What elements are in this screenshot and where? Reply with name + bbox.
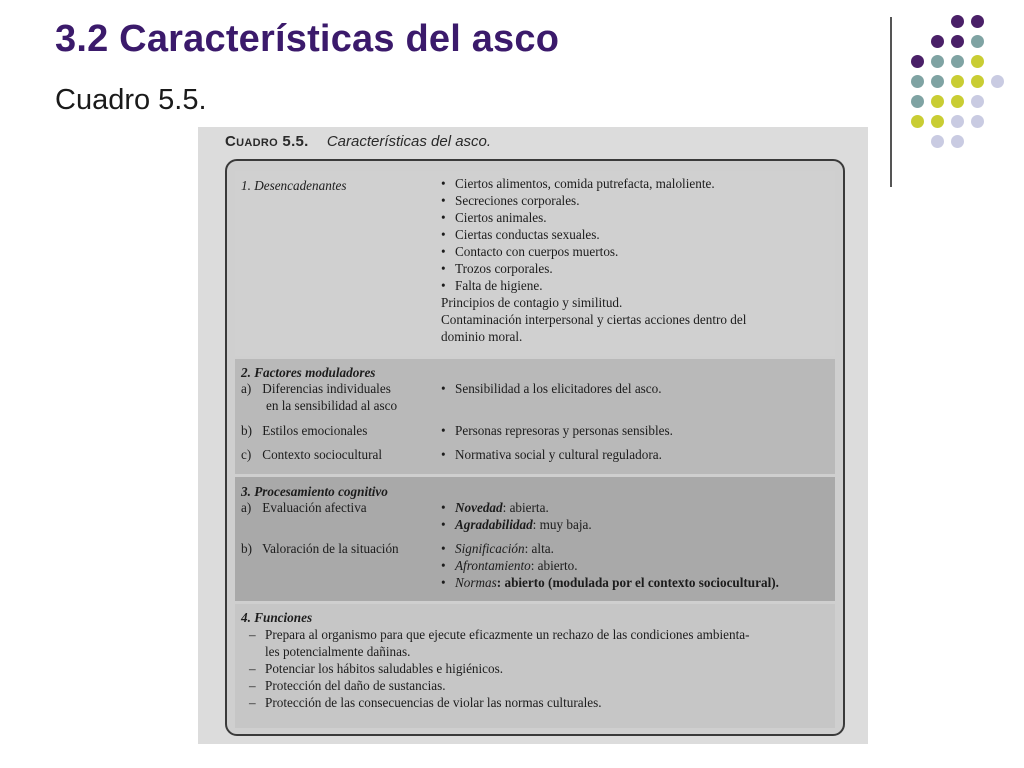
- section-heading: 1. Desencadenantes: [241, 178, 347, 193]
- list-item-cont: les potencialmente dañinas.: [265, 644, 411, 659]
- process-a-label: [241, 499, 367, 516]
- factor-label: Estilos emocionales: [262, 423, 368, 438]
- list-item: • Afrontamiento: abierto.: [441, 557, 779, 574]
- decorative-dot: [951, 55, 964, 68]
- appraisal-list: [441, 499, 592, 533]
- list-item: • Personas represoras y personas sensibles.: [441, 422, 673, 439]
- factor-label: Contexto sociocultural: [262, 447, 383, 462]
- decorative-dot: [911, 115, 924, 128]
- text-line: Contaminación interpersonal y ciertas acciones dentro del: [441, 312, 747, 327]
- decorative-dot: [951, 15, 964, 28]
- scanned-table-image: [198, 127, 868, 744]
- list-item: • Contacto con cuerpos muertos.: [441, 243, 746, 260]
- caption-number: Cuadro 5.5.: [225, 133, 309, 150]
- decorative-dot: [931, 75, 944, 88]
- decorative-dot: [951, 115, 964, 128]
- list-item: – Protección del daño de sustancias.: [249, 677, 750, 694]
- decorative-dot: [971, 55, 984, 68]
- caption-title: Características del asco.: [326, 133, 492, 150]
- decorative-dot: [931, 55, 944, 68]
- list-item: • Significación: alta.: [441, 540, 779, 557]
- slide-title: 3.2 Características del asco: [55, 18, 560, 60]
- list-item: – Prepara al organismo para que ejecute eficazmente un rechazo de las condiciones ambienta-: [249, 626, 750, 643]
- table-frame: [225, 159, 845, 736]
- list-item: – Protección de las consecuencias de violar las normas culturales.: [249, 694, 750, 711]
- text-line: dominio moral.: [441, 329, 523, 344]
- process-b-label: [241, 540, 399, 557]
- list-item: • Novedad: abierta.: [441, 499, 592, 516]
- list-item: • Ciertos animales.: [441, 209, 746, 226]
- section-funciones: [235, 604, 835, 728]
- decorative-dot: [971, 15, 984, 28]
- decorative-dot: [951, 135, 964, 148]
- decorative-dot-grid: [911, 15, 1021, 175]
- table-caption: [225, 133, 491, 150]
- factor-b-label: [241, 422, 367, 439]
- section-heading: 4. Funciones: [241, 610, 313, 625]
- text-line: Principios de contagio y similitud.: [441, 295, 623, 310]
- decorative-dot: [931, 35, 944, 48]
- factor-c-label: [241, 446, 382, 463]
- factor-a-label: [241, 380, 397, 414]
- decorative-dot: [971, 95, 984, 108]
- section-procesamiento-cognitivo: [235, 477, 835, 601]
- process-label: Valoración de la situación: [262, 541, 399, 556]
- item-index: b): [241, 541, 252, 556]
- decorative-dot: [931, 115, 944, 128]
- decorative-dot: [911, 95, 924, 108]
- decorative-dot: [951, 35, 964, 48]
- situation-list: [441, 540, 779, 591]
- decorative-dot: [931, 135, 944, 148]
- functions-list: [249, 626, 750, 711]
- decorative-dot: [971, 35, 984, 48]
- decorative-dot: [911, 75, 924, 88]
- decorative-dot: [991, 75, 1004, 88]
- factor-label-cont: en la sensibilidad al asco: [266, 398, 398, 413]
- decorative-dot: [951, 95, 964, 108]
- slide-subtitle: Cuadro 5.5.: [55, 84, 207, 116]
- list-item: • Normas: abierto (modulada por el contexto sociocultural).: [441, 574, 779, 591]
- item-index: c): [241, 447, 252, 462]
- accent-divider: [890, 17, 892, 187]
- list-item: • Normativa social y cultural reguladora.: [441, 446, 662, 463]
- section-heading: 3. Procesamiento cognitivo: [241, 484, 388, 499]
- section-desencadenantes: [235, 171, 835, 356]
- decorative-dot: [971, 75, 984, 88]
- section-factores-moduladores: [235, 359, 835, 474]
- triggers-list: [441, 175, 746, 345]
- list-item: • Trozos corporales.: [441, 260, 746, 277]
- list-item: • Sensibilidad a los elicitadores del asco.: [441, 380, 662, 397]
- decorative-dot: [951, 75, 964, 88]
- decorative-dot: [971, 115, 984, 128]
- list-item: • Falta de higiene.: [441, 277, 746, 294]
- process-label: Evaluación afectiva: [262, 500, 367, 515]
- item-index: b): [241, 423, 252, 438]
- item-index: a): [241, 381, 252, 396]
- list-item: • Ciertas conductas sexuales.: [441, 226, 746, 243]
- item-index: a): [241, 500, 252, 515]
- decorative-dot: [931, 95, 944, 108]
- section-heading: 2. Factores moduladores: [241, 365, 376, 380]
- decorative-dot: [911, 55, 924, 68]
- list-item: – Potenciar los hábitos saludables e higiénicos.: [249, 660, 750, 677]
- list-item: • Secreciones corporales.: [441, 192, 746, 209]
- list-item: • Ciertos alimentos, comida putrefacta, maloliente.: [441, 175, 746, 192]
- list-item: • Agradabilidad: muy baja.: [441, 516, 592, 533]
- factor-label: Diferencias individuales: [262, 381, 391, 396]
